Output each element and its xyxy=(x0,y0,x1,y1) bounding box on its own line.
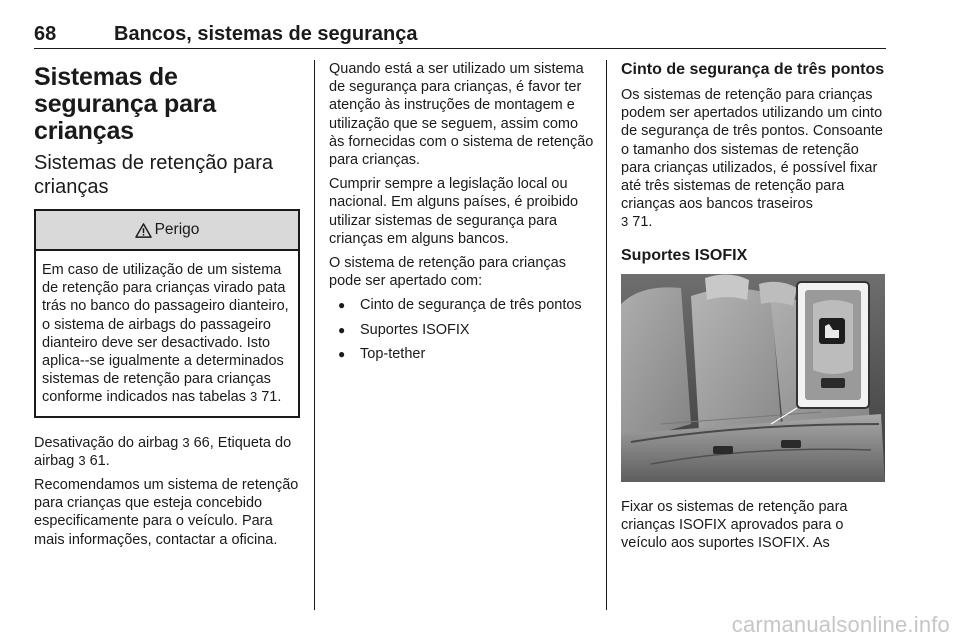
page-reference[interactable]: 71. xyxy=(632,214,653,231)
chapter-title: Bancos, sistemas de segurança xyxy=(114,23,418,45)
reference-arrow-icon: 3 xyxy=(621,214,629,230)
danger-box xyxy=(34,209,300,418)
page-reference[interactable]: 71. xyxy=(261,389,282,406)
page-number: 68 xyxy=(34,23,57,45)
page-reference[interactable]: 66, Etiqueta do airbag xyxy=(34,434,292,469)
paragraph: Fixar os sistemas de retenção para crianças ISOFIX aprovados para o veículo aos suportes ISOFIX. As xyxy=(621,498,848,552)
column-divider xyxy=(314,60,315,610)
paragraph: Cumprir sempre a legislação local ou nacional. Em alguns países, é proibido utilizar sistemas de segurança para crianças em alguns bancos. xyxy=(329,176,579,247)
subsection-heading: Sistemas de retenção para crianças xyxy=(34,152,274,198)
danger-box-header xyxy=(36,211,298,251)
subheading: Cinto de segurança de três pontos xyxy=(621,61,885,78)
page-header xyxy=(34,22,886,49)
column-divider xyxy=(606,60,607,610)
column-left xyxy=(34,60,300,555)
page-reference[interactable]: 61. xyxy=(89,452,110,469)
warning-triangle-icon xyxy=(135,223,152,238)
paragraph: Desativação do airbag 3 66, Etiqueta do airbag 3 61. xyxy=(34,434,292,469)
reference-arrow-icon: 3 xyxy=(182,434,190,450)
list-item: ● Cinto de segurança de três pontos xyxy=(329,296,595,314)
danger-text: Em caso de utilização de um sistema de retenção para crianças virado pata trás no banco do passageiro dianteiro, o sistema de airbags do passageiro dianteiro deve ser desactivado. Isto aplica--se igualmente a determinados sistemas de retenção para crianças conforme indicados nas tabelas 3 71. xyxy=(42,262,289,406)
list-item: ● Suportes ISOFIX xyxy=(329,321,595,339)
section-heading: Sistemas de segurança para crianças xyxy=(34,63,217,145)
site-watermark: carmanualsonline.info xyxy=(731,612,950,637)
reference-arrow-icon: 3 xyxy=(78,452,86,468)
attachment-list xyxy=(329,296,595,363)
subheading: Suportes ISOFIX xyxy=(621,246,748,264)
paragraph: Recomendamos um sistema de retenção para crianças que esteja concebido especificamente para o veículo. Para mais informações, contactar a oficina. xyxy=(34,477,299,548)
column-right xyxy=(621,60,887,558)
isofix-rear-seat-photo xyxy=(621,274,885,482)
paragraph: O sistema de retenção para crianças pode ser apertado com: xyxy=(329,255,566,290)
paragraph: Os sistemas de retenção para crianças podem ser apertados utilizando um cinto de segurança de três pontos. Consoante o tamanho dos sistemas de retenção para crianças utilizados, é possível fixar até três sistemas de retenção para crianças aos bancos traseiros 3 71. xyxy=(621,87,883,231)
list-item: ● Top-tether xyxy=(329,345,595,363)
reference-arrow-icon: 3 xyxy=(249,389,258,405)
danger-title: Perigo xyxy=(154,221,200,238)
column-middle xyxy=(329,60,595,369)
paragraph: Quando está a ser utilizado um sistema de segurança para crianças, é favor ter atenção às instruções de montagem e utilização que se seguem, assim como às fornecidas com o sistema de retenção para crianças. xyxy=(329,61,594,169)
